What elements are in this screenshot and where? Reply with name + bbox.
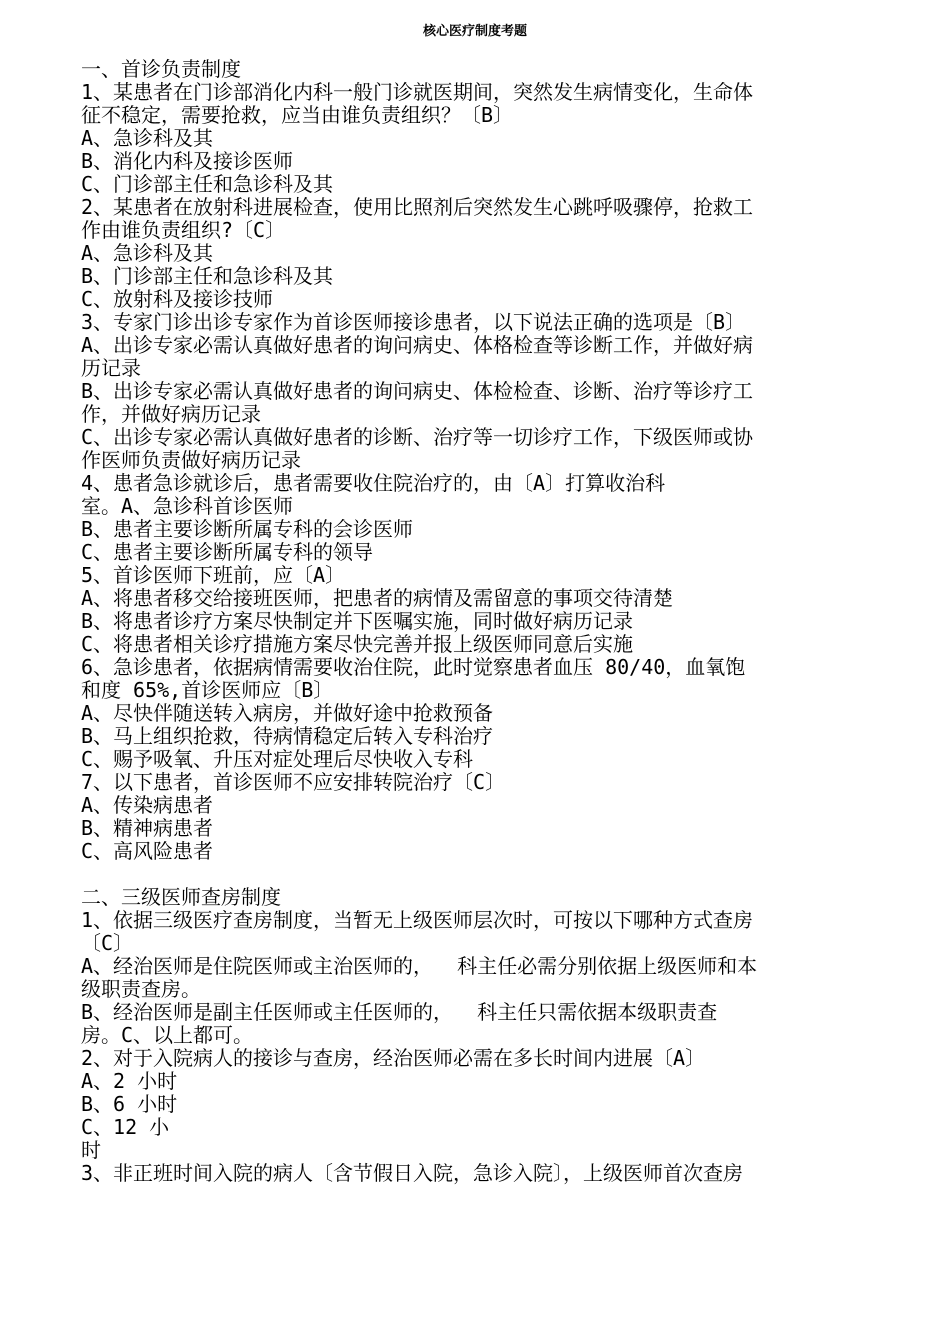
blank-line <box>81 863 881 886</box>
text-line: 1、依据三级医疗查房制度，当暂无上级医师层次时，可按以下哪种方式查房 <box>81 908 754 932</box>
text-line: A、尽快伴随送转入病房，并做好途中抢救预备 <box>81 701 494 725</box>
text-line: B、马上组织抢救，待病情稳定后转入专科治疗 <box>81 724 494 748</box>
text-line: B、消化内科及接诊医师 <box>81 149 294 173</box>
text-line: 征不稳定，需要抢救，应当由谁负责组织？〔B〕 <box>81 103 514 127</box>
text-line: A、出诊专家必需认真做好患者的询问病史、体格检查等诊断工作，并做好病 <box>81 333 754 357</box>
text-line: 二、三级医师查房制度 <box>81 885 281 909</box>
text-line: 〔C〕 <box>81 931 134 955</box>
text-line: 作，并做好病历记录 <box>81 402 261 426</box>
text-line: 7、以下患者，首诊医师不应安排转院治疗〔C〕 <box>81 770 506 794</box>
text-line: C、将患者相关诊疗措施方案尽快完善并报上级医师同意后实施 <box>81 632 634 656</box>
text-line: A、经治医师是住院医师或主治医师的， 科主任必需分别依据上级医师和本 <box>81 954 758 978</box>
text-line: 作由谁负责组织?〔C〕 <box>81 218 286 242</box>
text-line: C、赐予吸氧、升压对症处理后尽快收入专科 <box>81 747 474 771</box>
text-line: 1、某患者在门诊部消化内科一般门诊就医期间，突然发生病情变化，生命体 <box>81 80 754 104</box>
text-line: A、将患者移交给接班医师，把患者的病情及需留意的事项交待清楚 <box>81 586 674 610</box>
text-line: 级职责查房。 <box>81 977 201 1001</box>
text-line: 2、某患者在放射科进展检查，使用比照剂后突然发生心跳呼吸骤停，抢救工 <box>81 195 754 219</box>
text-line: B、出诊专家必需认真做好患者的询问病史、体检检查、诊断、治疗等诊疗工 <box>81 379 754 403</box>
text-line: C、12 小 <box>81 1115 170 1139</box>
text-line: B、门诊部主任和急诊科及其 <box>81 264 334 288</box>
text-line: 6、急诊患者，依据病情需要收治住院，此时觉察患者血压 80/40，血氧饱 <box>81 655 746 679</box>
text-line: 一、首诊负责制度 <box>81 57 241 81</box>
text-line: 历记录 <box>81 356 141 380</box>
text-line: B、患者主要诊断所属专科的会诊医师 <box>81 517 414 541</box>
text-line: 和度 65%,首诊医师应〔B〕 <box>81 678 334 702</box>
text-line: 3、非正班时间入院的病人〔含节假日入院，急诊入院〕，上级医师首次查房 <box>81 1161 744 1185</box>
text-line: A、2 小时 <box>81 1069 178 1093</box>
text-line: C、患者主要诊断所属专科的领导 <box>81 540 374 564</box>
text-line: C、高风险患者 <box>81 839 214 863</box>
text-line: A、传染病患者 <box>81 793 214 817</box>
text-line: 2、对于入院病人的接诊与查房，经治医师必需在多长时间内进展〔A〕 <box>81 1046 706 1070</box>
text-line: C、门诊部主任和急诊科及其 <box>81 172 334 196</box>
text-line: B、将患者诊疗方案尽快制定并下医嘱实施，同时做好病历记录 <box>81 609 634 633</box>
text-line: C、放射科及接诊技师 <box>81 287 274 311</box>
text-line: 3、专家门诊出诊专家作为首诊医师接诊患者，以下说法正确的选项是〔B〕 <box>81 310 746 334</box>
text-line: 作医师负责做好病历记录 <box>81 448 301 472</box>
text-line: 4、患者急诊就诊后，患者需要收住院治疗的，由〔A〕打算收治科 <box>81 471 666 495</box>
text-line: C、出诊专家必需认真做好患者的诊断、治疗等一切诊疗工作，下级医师或协 <box>81 425 754 449</box>
text-line: A、急诊科及其 <box>81 241 214 265</box>
page-title: 核心医疗制度考题 <box>422 24 527 39</box>
document-body <box>81 58 881 1185</box>
text-line: 时 <box>81 1138 101 1162</box>
text-line: A、急诊科及其 <box>81 126 214 150</box>
text-line: B、6 小时 <box>81 1092 178 1116</box>
text-line: B、精神病患者 <box>81 816 214 840</box>
text-line: B、经治医师是副主任医师或主任医师的， 科主任只需依据本级职责查 <box>81 1000 718 1024</box>
text-line: 5、首诊医师下班前，应〔A〕 <box>81 563 346 587</box>
text-line: 室。A、急诊科首诊医师 <box>81 494 294 518</box>
text-line: 房。C、以上都可。 <box>81 1023 254 1047</box>
